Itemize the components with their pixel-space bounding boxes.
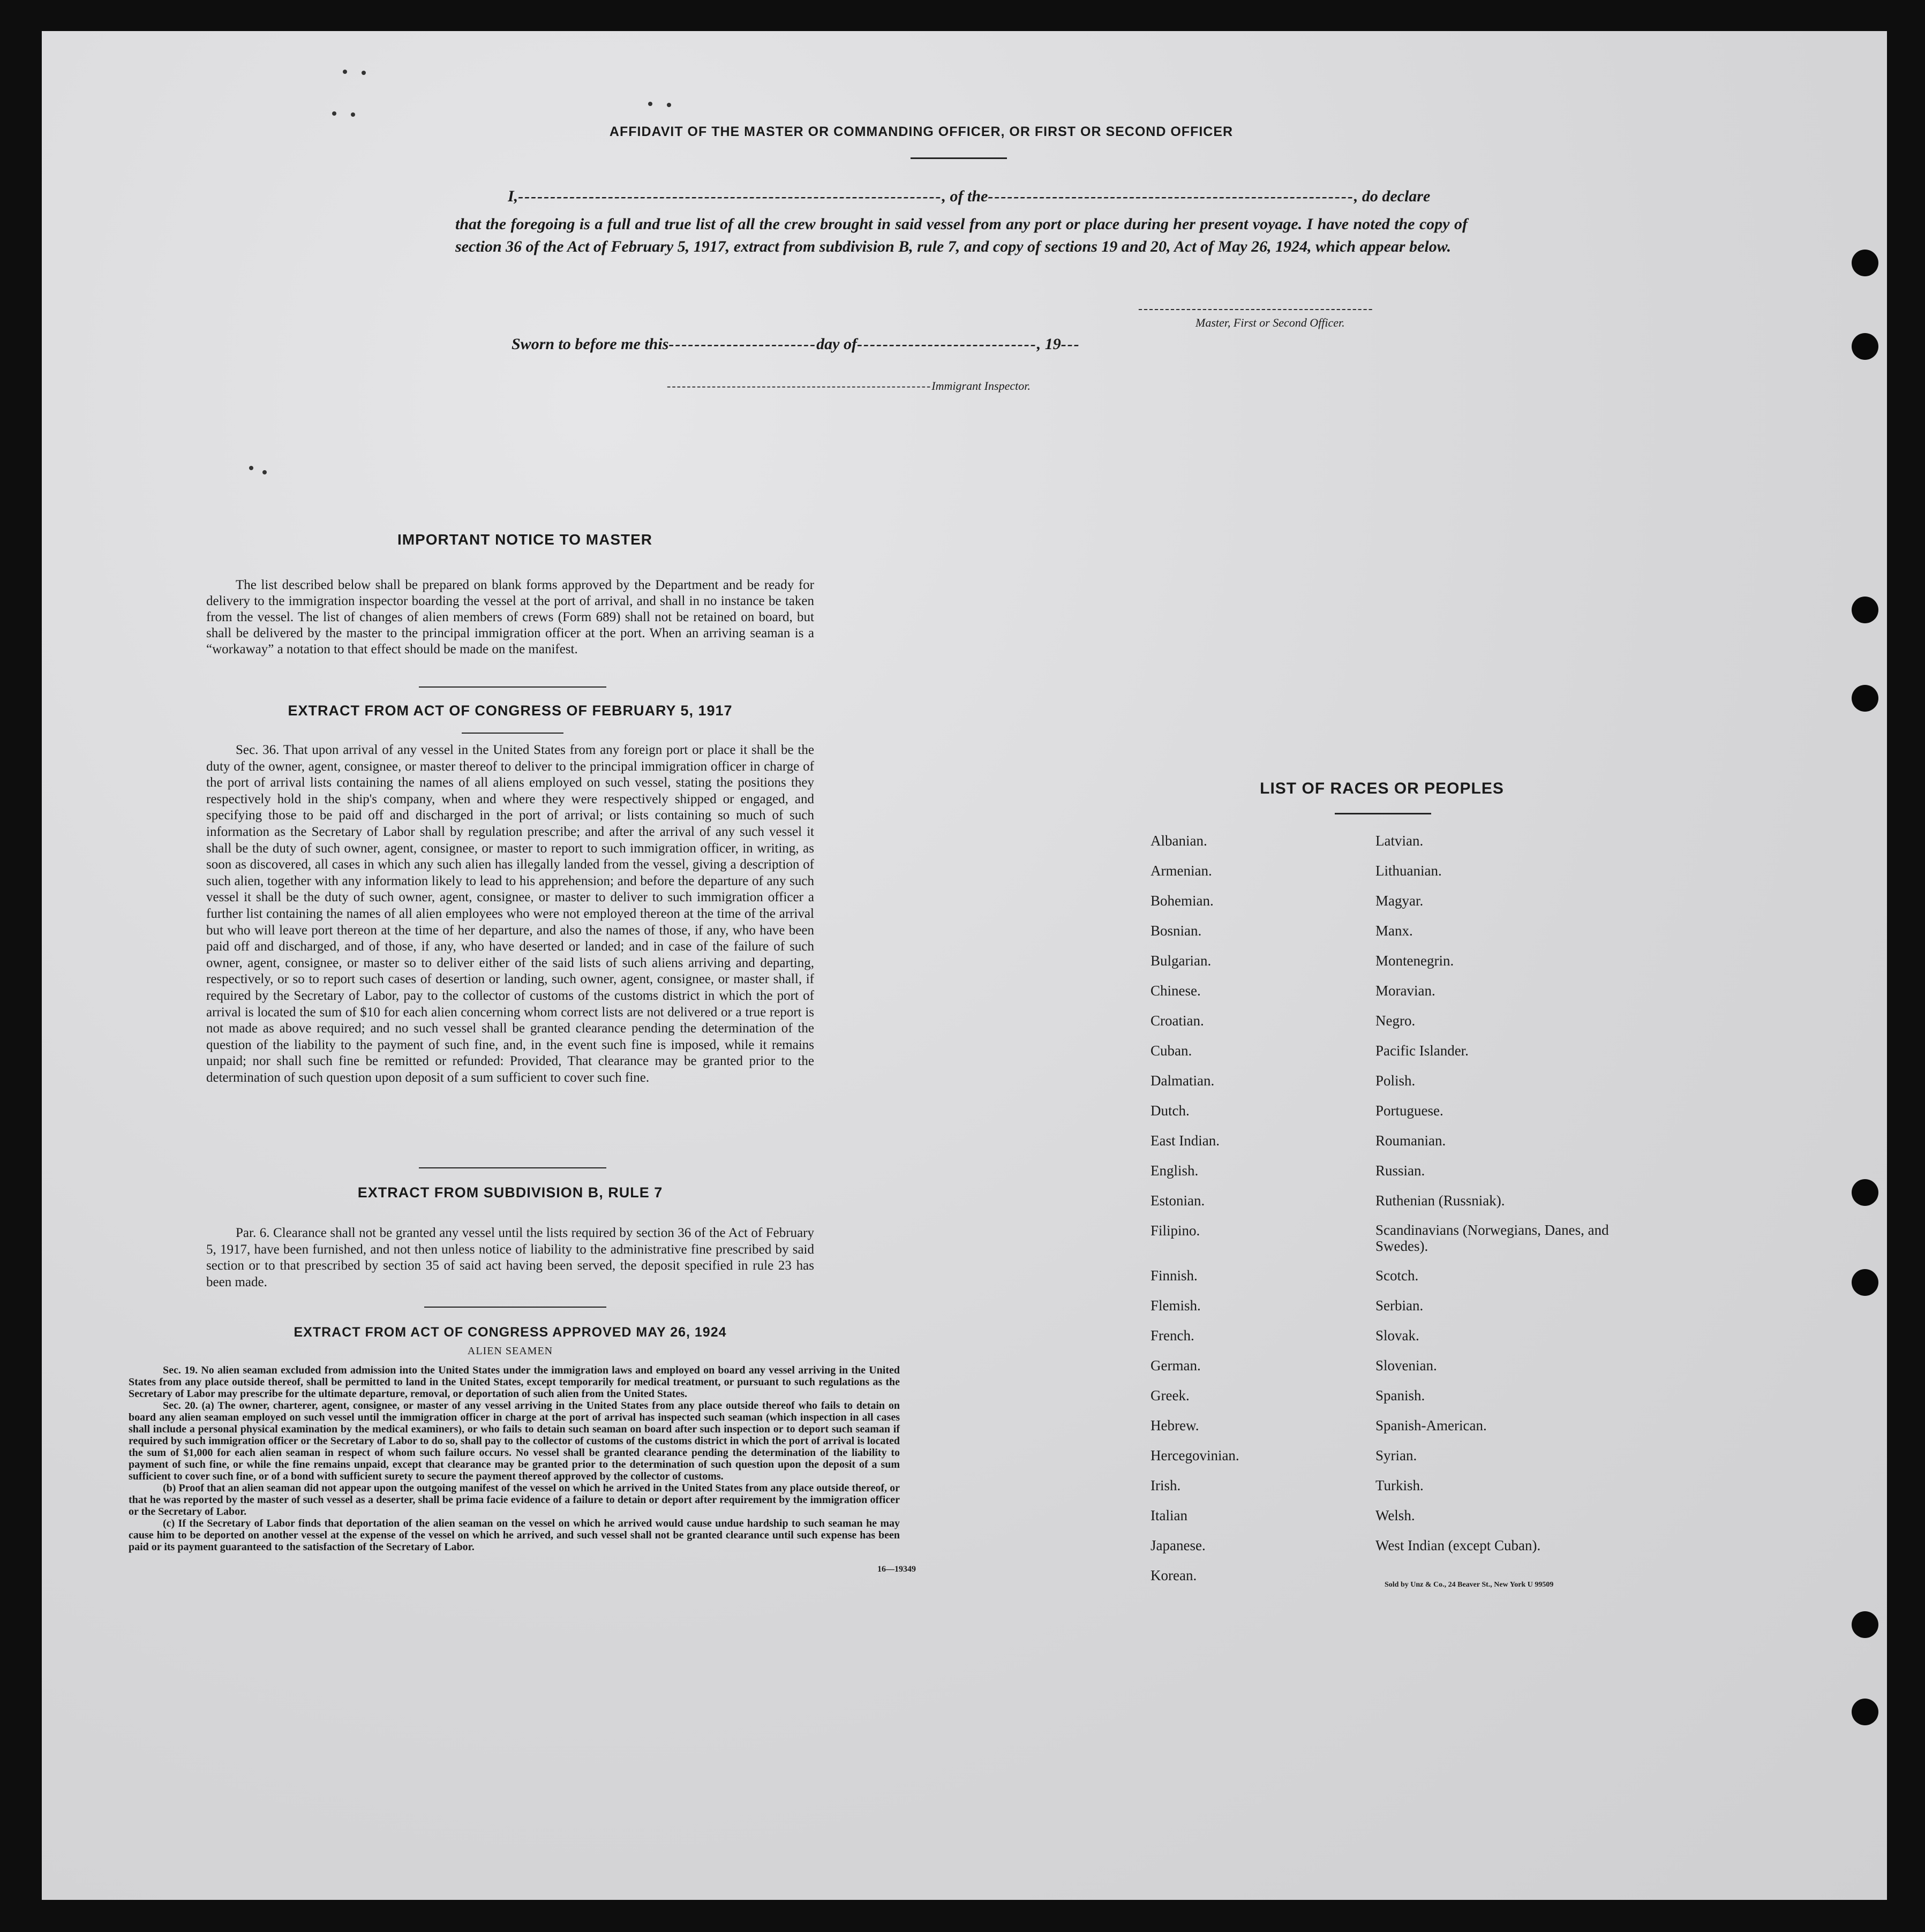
race-item: Korean. bbox=[1151, 1567, 1197, 1583]
inspector-signature-blank: ----------------------------------------------------- bbox=[667, 379, 932, 393]
race-item: Greek. bbox=[1151, 1387, 1190, 1403]
speck bbox=[343, 70, 347, 74]
binder-hole bbox=[1852, 250, 1878, 276]
affidavit-heading: AFFIDAVIT OF THE MASTER OR COMMANDING OFFICER, OR FIRST OR SECOND OFFICER bbox=[609, 124, 1234, 139]
sworn-day-blank: ----------------------- bbox=[668, 335, 817, 353]
declaration-line bbox=[508, 187, 1467, 206]
race-item: Estonian. bbox=[1151, 1193, 1205, 1209]
race-item: Montenegrin. bbox=[1375, 953, 1454, 969]
race-item: Serbian. bbox=[1375, 1297, 1424, 1314]
race-item: Latvian. bbox=[1375, 833, 1424, 849]
speck bbox=[332, 111, 336, 116]
speck bbox=[262, 470, 267, 474]
binder-hole bbox=[1852, 1269, 1878, 1296]
races-column-1 bbox=[1151, 826, 1375, 1583]
binder-hole bbox=[1852, 685, 1878, 712]
race-item: Manx. bbox=[1375, 923, 1413, 939]
section-20c-text: (c) If the Secretary of Labor finds that deportation of the alien seaman on the vessel on which he arrived would cause undue hardship to such seaman he may cause him to be deported on another vessel at the expense of the vessel on which he arrived, and such vessel shall not be granted clearance until such expense has been paid or its payment guaranteed to the satisfaction of the Secretary of Labor. bbox=[129, 1518, 900, 1553]
vessel-name-blank: --------------------------------------------------------- bbox=[988, 187, 1354, 205]
race-item: Welsh. bbox=[1375, 1507, 1415, 1523]
race-item: Hercegovinian. bbox=[1151, 1447, 1239, 1463]
race-item: Bohemian. bbox=[1151, 893, 1214, 909]
notice-heading: IMPORTANT NOTICE TO MASTER bbox=[397, 531, 653, 548]
race-item: Pacific Islander. bbox=[1375, 1043, 1469, 1059]
section-20a-text: Sec. 20. (a) The owner, charterer, agent, consignee, or master of any vessel arriving in the United States from any place outside thereof who fails to detain on board any alien seaman employed on such vessel until the immigration officer in charge at the port of arrival has inspected such seaman (which inspection in all cases shall include a personal physical examination by the medical examiners), or who fails to detain such seaman on board after such inspection or to deport such seaman if required by such immigration officer or the Secretary of Labor to do so, shall pay to the collector of customs of the customs district in which the port of arrival is located the sum of $1,000 for each alien seaman in respect of whom such failure occurs. No vessel shall be granted clearance pending the determination of the liability to payment of such fine, or while the fine remains unpaid, except that clearance may be granted prior to the determination of such question upon the deposit of a sum sufficient to cover such fine, or of a bond with sufficient surety to secure the payment thereof approved by the collector of customs. bbox=[129, 1400, 900, 1482]
speck bbox=[249, 466, 253, 470]
race-item: Albanian. bbox=[1151, 833, 1207, 849]
races-list bbox=[1151, 826, 1616, 1583]
race-item: Slovenian. bbox=[1375, 1357, 1437, 1373]
race-item: Hebrew. bbox=[1151, 1417, 1199, 1433]
master-signature-label: Master, First or Second Officer. bbox=[1195, 316, 1345, 329]
binder-hole bbox=[1852, 597, 1878, 623]
race-item: Spanish. bbox=[1375, 1387, 1425, 1403]
section-divider bbox=[424, 1307, 606, 1308]
race-item: Slovak. bbox=[1375, 1327, 1419, 1344]
alien-seamen-subheading: ALIEN SEAMEN bbox=[467, 1345, 553, 1357]
race-item: Magyar. bbox=[1375, 893, 1424, 909]
sworn-year-blank: --- bbox=[1061, 335, 1080, 353]
race-item: Armenian. bbox=[1151, 863, 1212, 879]
vessel-label: , of the bbox=[942, 187, 988, 205]
extract-1924-body bbox=[129, 1364, 900, 1553]
race-item: Scandinavians (Norwegians, Danes, and Swedes). bbox=[1375, 1222, 1609, 1254]
race-item: Filipino. bbox=[1151, 1222, 1200, 1239]
extract-1917-heading: EXTRACT FROM ACT OF CONGRESS OF FEBRUARY 5, 1917 bbox=[288, 703, 733, 719]
section-19-text: Sec. 19. No alien seaman excluded from admission into the United States under the immigration laws and employed on board any vessel arriving in the United States from any place outside thereof, shall be permitted to land in the United States, except temporarily for medical treatment, or pursuant to such regulations as the Secretary of Labor may prescribe for the ultimate departure, removal, or deportation of such alien from the United States. bbox=[129, 1364, 900, 1400]
race-item: Bulgarian. bbox=[1151, 953, 1212, 969]
race-item: Russian. bbox=[1375, 1163, 1425, 1179]
race-item: Croatian. bbox=[1151, 1013, 1204, 1029]
inspector-line bbox=[667, 379, 1149, 393]
affidavit-body: that the foregoing is a full and true list of all the crew brought in said vessel from any port or place during her present voyage. I have noted the copy of section 36 of the Act of February 5, 1917, extract from subdivision B, rule 7, and copy of sections 19 and 20, Act of May 26, 1924, which appear below. bbox=[455, 215, 1468, 255]
race-item: Scotch. bbox=[1375, 1267, 1419, 1284]
speck bbox=[648, 102, 652, 106]
year-label: , 19 bbox=[1036, 335, 1061, 353]
inspector-label: Immigrant Inspector. bbox=[931, 379, 1031, 393]
race-item: Dalmatian. bbox=[1151, 1073, 1215, 1089]
speck bbox=[351, 112, 355, 117]
race-item: West Indian (except Cuban). bbox=[1375, 1537, 1541, 1553]
rule-7-heading: EXTRACT FROM SUBDIVISION B, RULE 7 bbox=[357, 1184, 663, 1201]
heading-rule bbox=[462, 733, 563, 734]
section-divider bbox=[419, 1167, 606, 1168]
declare-label: , do declare bbox=[1353, 187, 1431, 205]
race-item: Syrian. bbox=[1375, 1447, 1417, 1463]
speck bbox=[362, 71, 366, 75]
race-item: Turkish. bbox=[1375, 1477, 1424, 1493]
race-item: French. bbox=[1151, 1327, 1194, 1344]
race-item: Chinese. bbox=[1151, 983, 1201, 999]
race-item: German. bbox=[1151, 1357, 1201, 1373]
race-item: East Indian. bbox=[1151, 1133, 1220, 1149]
binder-hole bbox=[1852, 1611, 1878, 1638]
section-20b-text: (b) Proof that an alien seaman did not appear upon the outgoing manifest of the vessel on which he arrived in the United States from any place outside thereof, or that he was reported by the master of such vessel as a deserter, shall be prima facie evidence of a failure to detain or deport after requirement by the immigration officer or the Secretary of Labor. bbox=[129, 1482, 900, 1518]
binder-hole bbox=[1852, 1699, 1878, 1725]
race-item: Negro. bbox=[1375, 1013, 1416, 1029]
master-signature-line: -------------------------------------------- bbox=[1138, 302, 1374, 316]
section-divider bbox=[419, 686, 606, 688]
declarant-label: I, bbox=[508, 187, 518, 205]
race-item: Portuguese. bbox=[1375, 1103, 1443, 1119]
day-of-label: day of bbox=[816, 335, 857, 353]
rule-7-body: Par. 6. Clearance shall not be granted any vessel until the lists required by section 36 of the Act of February 5, 1917, have been furnished, and not then unless notice of liability to the administrative fine prescribed by said section or to that prescribed by section 35 of said act having been served, the deposit specified in rule 23 has been made. bbox=[206, 1226, 814, 1289]
sworn-label: Sworn to before me this bbox=[512, 335, 669, 353]
race-item: Irish. bbox=[1151, 1477, 1181, 1493]
race-item: Bosnian. bbox=[1151, 923, 1202, 939]
race-item: Cuban. bbox=[1151, 1043, 1192, 1059]
race-item: Roumanian. bbox=[1375, 1133, 1446, 1149]
race-item: Spanish-American. bbox=[1375, 1417, 1487, 1433]
form-number: 16—19349 bbox=[877, 1565, 916, 1574]
race-item: Flemish. bbox=[1151, 1297, 1201, 1314]
race-item: Lithuanian. bbox=[1375, 863, 1442, 879]
race-item: Moravian. bbox=[1375, 983, 1435, 999]
sworn-line bbox=[512, 335, 1181, 353]
race-item: Dutch. bbox=[1151, 1103, 1190, 1119]
binder-hole bbox=[1852, 333, 1878, 360]
race-item: Polish. bbox=[1375, 1073, 1416, 1089]
race-item: Italian bbox=[1151, 1507, 1187, 1523]
race-item: English. bbox=[1151, 1163, 1199, 1179]
binder-hole bbox=[1852, 1179, 1878, 1206]
races-heading: LIST OF RACES OR PEOPLES bbox=[1260, 780, 1504, 797]
notice-body: The list described below shall be prepared on blank forms approved by the Department and be ready for delivery to the immigration inspector boarding the vessel at the port of arrival, and shall in no instance be taken from the vessel. The list of changes of alien members of crews (Form 689) shall not be retained on board, but shall be delivered by the master to the principal immigration officer at the port. When an arriving seaman is a “workaway” a notation to that effect should be made on the manifest. bbox=[206, 578, 814, 656]
heading-rule bbox=[911, 157, 1007, 159]
race-item: Finnish. bbox=[1151, 1267, 1198, 1284]
race-item: Japanese. bbox=[1151, 1537, 1206, 1553]
declarant-name-blank: ------------------------------------------------------------------ bbox=[518, 187, 942, 205]
sworn-month-blank: ---------------------------- bbox=[856, 335, 1037, 353]
printer-imprint: Sold by Unz & Co., 24 Beaver St., New York U 99509 bbox=[1385, 1581, 1554, 1589]
speck bbox=[667, 103, 671, 107]
heading-rule bbox=[1335, 813, 1431, 814]
extract-1924-heading: EXTRACT FROM ACT OF CONGRESS APPROVED MAY 26, 1924 bbox=[294, 1325, 727, 1340]
race-item: Ruthenian (Russniak). bbox=[1375, 1193, 1505, 1209]
extract-1917-body: Sec. 36. That upon arrival of any vessel in the United States from any foreign port or place it shall be the duty of the owner, agent, consignee, or master thereof to deliver to the principal immigration officer in charge of the port of arrival lists containing the names of all aliens employed on such vessel, stating the positions they respectively hold in the ship's company, when and where they were respectively shipped or engaged, and specifying those to be paid off and discharged in the port of arrival; or lists containing so much of such information as the Secretary of Labor shall by regulation prescribe; and after the arrival of any such vessel it shall be the duty of such owner, agent, consignee, or master to report to such immigration officer, in writing, as soon as discovered, all cases in which any such alien has illegally landed from the vessel, giving a description of such alien, together with any information likely to lead to his apprehension; and before the departure of any such vessel it shall be the duty of such owner, agent, consignee, or master to deliver to such immigration officer a further list containing the names of all alien employees who were not employed thereon at the time of the arrival but who will leave port thereon at the time of her departure, and also the names of those, if any, who have been paid off and discharged, and of those, if any, who have deserted or landed; and in case of the failure of such owner, agent, consignee, or master so to deliver either of the said lists of such aliens arriving and departing, respectively, or so to report such cases of desertion or landing, such owner, agent, consignee, or master shall, if required by the Secretary of Labor, pay to the collector of customs of the customs district in which the port of arrival is located the sum of $10 for each alien concerning whom correct lists are not delivered or a true report is not made as above required; and no such vessel shall be granted clearance pending the determination of the question of the liability to the payment of such fine, and, in the event such fine is imposed, while it remains unpaid; nor shall such fine be remitted or refunded: Provided, That clearance may be granted prior to the determination of such question upon deposit of a sum sufficient to cover such fine. bbox=[206, 743, 814, 1085]
races-column-2 bbox=[1375, 826, 1616, 1575]
